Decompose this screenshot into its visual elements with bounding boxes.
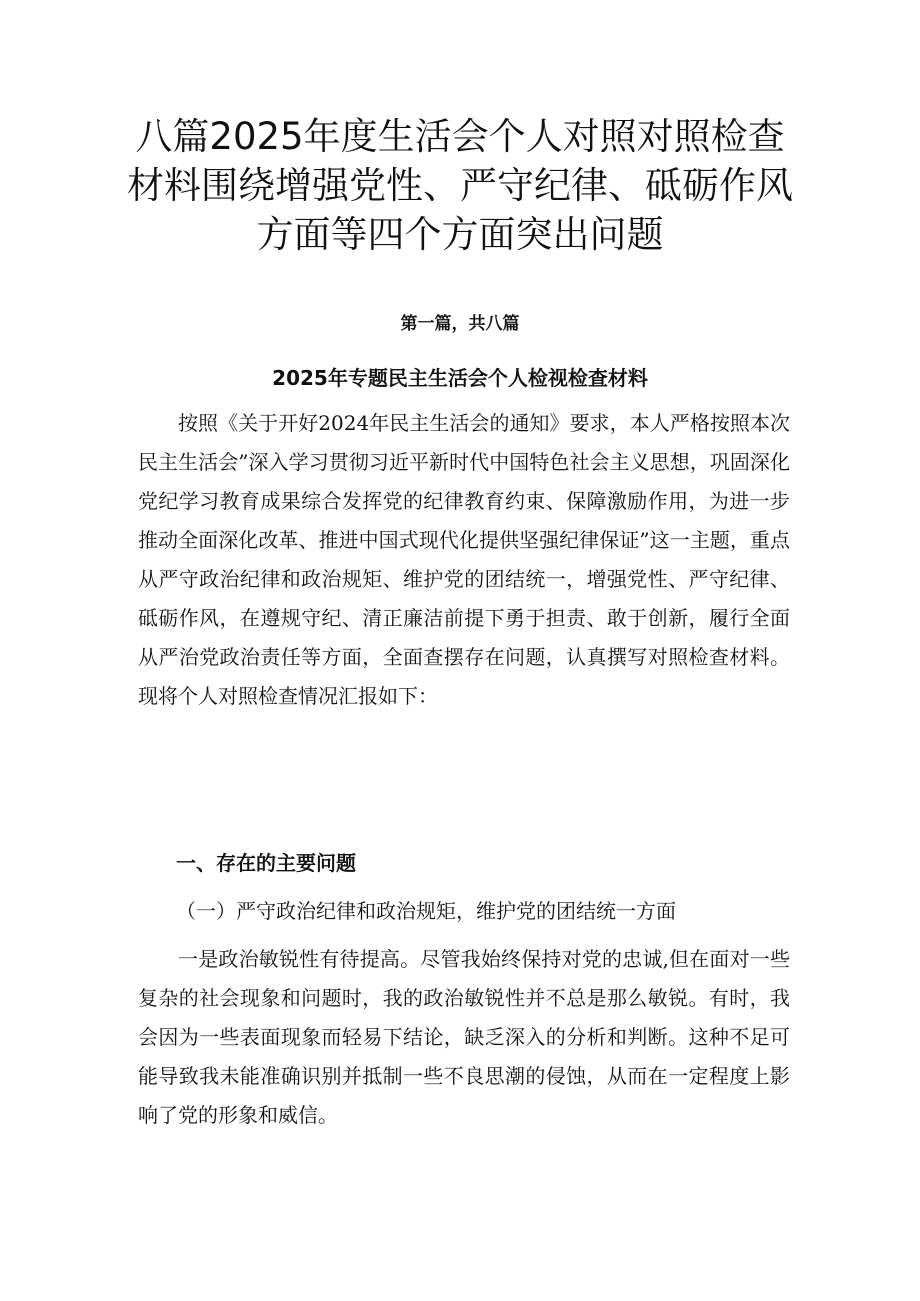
heading-political-discipline: （一）严守政治纪律和政治规矩，维护党的团结统一方面 [176,899,676,923]
intro-paragraph: 按照《关于开好2024年民主生活会的通知》要求，本人严格按照本次民主生活会”深入学习贯彻习近平新时代中国特色社会主义思想，巩固深化党纪学习教育成果综合发挥党的纪律教育约束、保障激励作用，为进一步推动全面深化改革、推进中国式现代化提供坚强纪律保证”这一主题，重点从严守政治纪律和政治规矩、维护党的团结统一，增强党性、严守纪律、砥砺作风，在遵规守纪、清正廉洁前提下勇于担责、敢于创新，履行全面从严治党政治责任等方面，全面查摆存在问题，认真撰写对照检查材料。现将个人对照检查情况汇报如下： [138,411,790,708]
section-title: 2025年专题民主生活会个人检视检查材料 [272,366,648,390]
point-paragraph-1: 一是政治敏锐性有待提高。尽管我始终保持对党的忠诚,但在面对一些复杂的社会现象和问题时，我的政治敏锐性并不总是那么敏锐。有时，我会因为一些表面现象而轻易下结论，缺乏深入的分析和判断。这种不足可能导致我未能准确识别并抵制一些不良思潮的侵蚀，从而在一定程度上影响了党的形象和威信。 [138,947,790,1127]
heading-main-problems: 一、存在的主要问题 [176,851,356,875]
document-title: 八篇2025年度生活会个人对照对照检查材料围绕增强党性、严守纪律、砥砺作风方面等四个方面突出问题 [127,115,793,256]
part-indicator: 第一篇，共八篇 [400,314,520,334]
